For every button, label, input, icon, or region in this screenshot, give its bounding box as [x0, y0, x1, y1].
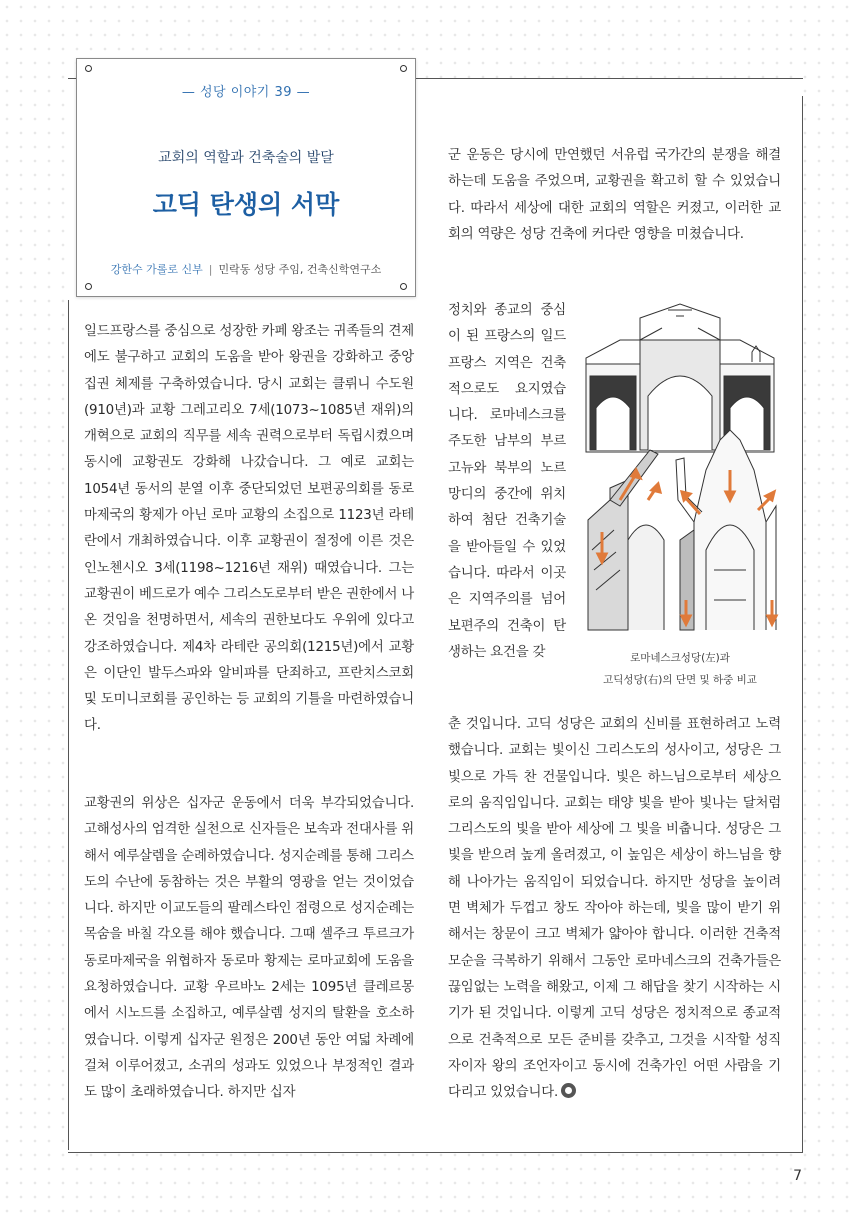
figure-caption-line-2: 고딕성당(右)의 단면 및 하중 비교	[603, 674, 757, 686]
left-divider	[68, 300, 69, 1150]
series-label: — 성당 이야기 39 —	[181, 85, 311, 100]
article-title: 고딕 탄생의 서막	[152, 190, 340, 219]
title-card	[76, 58, 416, 297]
cathedral-section-drawing	[580, 300, 780, 636]
author-affiliation: 민락동 성당 주임, 건축신학연구소	[218, 263, 382, 276]
pin-dot	[400, 283, 407, 290]
right-divider	[802, 96, 803, 1152]
paragraph: 일드프랑스를 중심으로 성장한 카페 왕조는 귀족들의 견제에도 불구하고 교회의 도움을 받아 왕권을 강화하고 중앙집권 체제를 구축하였습니다. 당시 교회는 클뤼니 수도원(910년)과 교황 그레고리오 7세(1073~1085년 재위)의 개혁으로 교회의 직무를 세속 권력으로부터 독립시켰으며 동시에 교황권도 강화해 나갔습니다. 그 예로 교회는 1054년 동서의 분열 이후 중단되었던 보편공의회를 동로마제국의 황제가 아닌 로마 교황의 소집으로 1123년 라테란에서 개최하였습니다. 이후 교황권이 절정에 이른 것은 인노첸시오 3세(1198~1216년 재위) 때였습니다. 그는 교황권이 베드로가 예수 그리스도로부터 받은 권한에서 나온 것임을 천명하면서, 세속의 권한보다도 우위에 있다고 강조하였습니다. 제4차 라테란 공의회(1215년)에서 교황은 이단인 발두스파와 알비파를 단죄하고, 프란치스코회 및 도미니코회를 공인하는 등 교회의 기틀을 마련하였습니다.	[84, 324, 414, 734]
byline-separator: |	[208, 263, 213, 276]
paragraph-text: 춘 것입니다. 고딕 성당은 교회의 신비를 표현하려고 노력했습니다. 교회는 빛이신 그리스도의 성사이고, 성당은 그 빛으로 가득 찬 건물입니다. 빛은 하느님으로부터 세상으로의 움직임입니다. 교회는 태양 빛을 받아 빛나는 달처럼 그리스도의 빛을 받아 세상에 그 빛을 비춥니다. 성당은 그 빛을 받으려 높게 올려졌고, 이 높임은 세상이 하느님을 향해 나아가는 움직임이 되었습니다. 하지만 성당을 높이려면 벽체가 두껍고 창도 작아야 하는데, 빛을 많이 받기 위해서는 창문이 크고 벽체가 얇아야 합니다. 이러한 건축적 모순을 극복하기 위해서 그동안 로마네스크의 건축가들은 끊임없는 노력을 해왔고, 이제 그 해답을 찾기 시작하는 시기가 된 것입니다. 이렇게 고딕 성당은 정치적으로 종교적으로 건축적으로 모든 준비를 갖추고, 그것을 시작할 성직자이자 왕의 조언자이고 동시에 건축가인 어떤 사람을 기다리고 있었습니다.	[448, 717, 781, 1101]
bottom-divider	[68, 1152, 803, 1153]
right-column-wrap-text	[448, 298, 566, 666]
pin-dot	[400, 65, 407, 72]
author-name: 강한수 가롤로 신부	[110, 263, 203, 276]
left-column-paragraph-1	[84, 319, 414, 740]
right-column-paragraph-2	[448, 712, 781, 1106]
byline	[77, 261, 415, 277]
article-subtitle: 교회의 역할과 건축술의 발달	[158, 150, 334, 166]
left-column-paragraph-2	[84, 791, 414, 1107]
paragraph: 정치와 종교의 중심이 된 프랑스의 일드프랑스 지역은 건축적으로도 요지였습니다. 로마네스크를 주도한 남부의 부르고뉴와 북부의 노르망디의 중간에 위치하여 첨단 건축기술을 받아들일 수 있었습니다. 따라서 이곳은 지역주의를 넘어 보편주의 건축이 탄생하는 요건을 갖	[448, 303, 566, 660]
end-mark-icon	[561, 1083, 576, 1098]
pin-dot	[85, 283, 92, 290]
cathedral-section-figure	[580, 300, 780, 636]
figure-caption-line-1: 로마네스크성당(左)과	[630, 652, 730, 664]
right-column-paragraph-1	[448, 143, 781, 248]
page-number: 7	[793, 1168, 802, 1184]
pin-dot	[85, 65, 92, 72]
paragraph: 교황권의 위상은 십자군 운동에서 더욱 부각되었습니다. 고해성사의 엄격한 실천으로 신자들은 보속과 전대사를 위해서 예루살렘을 순례하였습니다. 성지순례를 통해 그리스도의 수난에 동참하는 것은 부활의 영광을 얻는 것이었습니다. 하지만 이교도들의 팔레스타인 점령으로 성지순례는 목숨을 바칠 각오를 해야 했습니다. 그때 셀주크 투르크가 동로마제국을 위협하자 동로마 황제는 로마교회에 도움을 요청하였습니다. 교황 우르바노 2세는 1095년 클레르몽에서 시노드를 소집하고, 예루살렘 성지의 탈환을 호소하였습니다. 이렇게 십자군 원정은 200년 동안 여덟 차례에 걸쳐 이루어졌고, 소귀의 성과도 있었으나 부정적인 결과도 많이 초래하였습니다. 하지만 십자	[84, 796, 414, 1101]
paragraph	[448, 712, 781, 1106]
paragraph: 군 운동은 당시에 만연했던 서유럽 국가간의 분쟁을 해결하는데 도움을 주었으며, 교황권을 확고히 할 수 있었습니다. 따라서 세상에 대한 교회의 역할은 커졌고, 이러한 교회의 역량은 성당 건축에 커다란 영향을 미쳤습니다.	[448, 148, 781, 242]
